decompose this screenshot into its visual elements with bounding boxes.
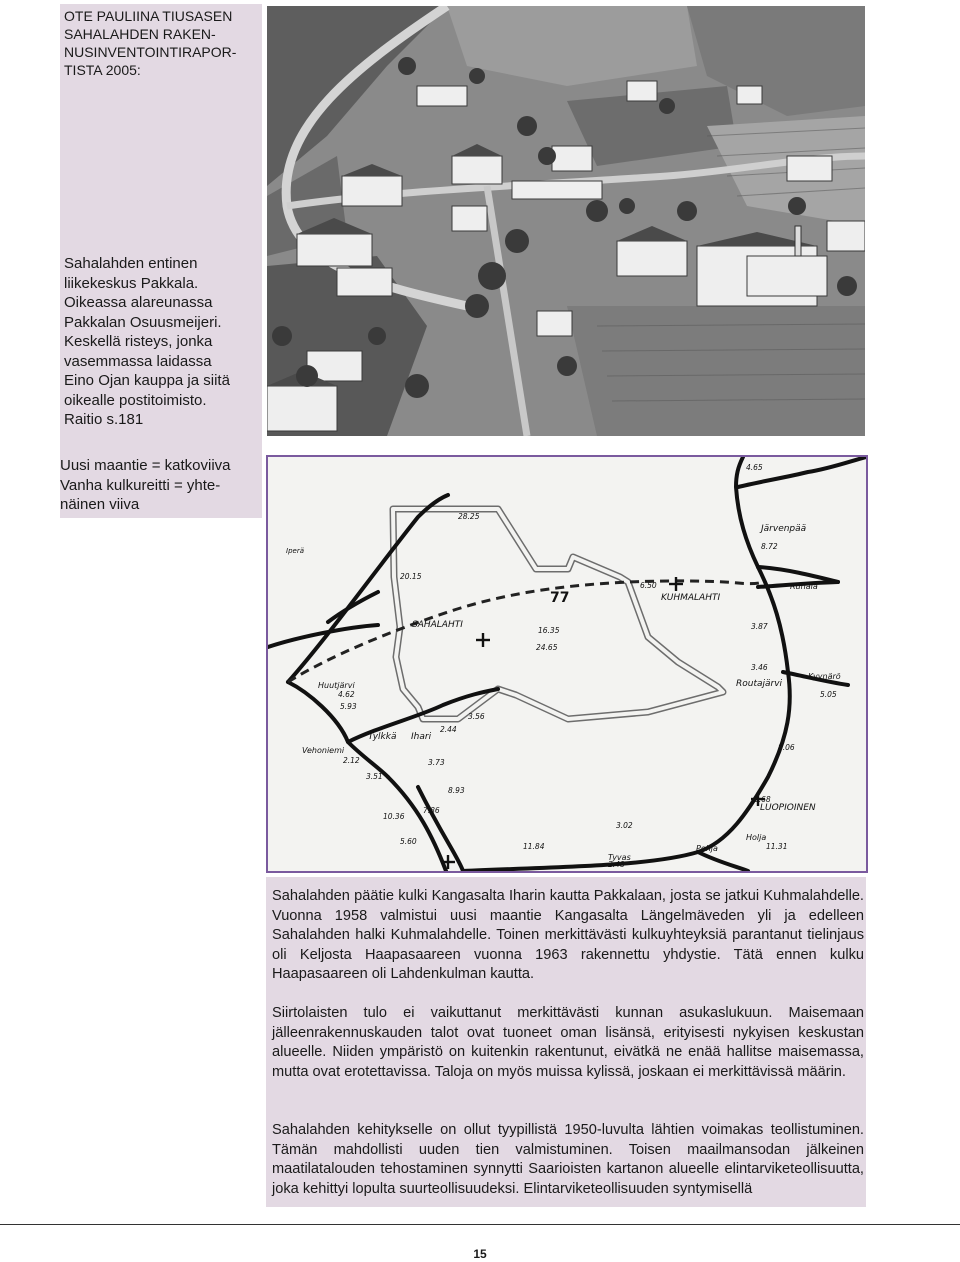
label-jarvenpaa: Järvenpää [761, 524, 807, 534]
road-map-drawing [268, 457, 866, 871]
distance-label: 3.73 [428, 758, 445, 767]
label-ihari: Ihari [411, 732, 432, 742]
paragraph-industry: Sahalahden kehitykselle on ollut tyypillistä 1950-luvulta lähtien voimakas teollistuminen. Tämän mahdollisti uuden tien valmistuminen. Toisen maailmansodan jälkeinen maatilatalouden tehostaminen synnytti Saarioisten kartanon alueelle elintarviketeollisuutta, joka kehittyi lopulta suurteollisuudeksi. Elintarviketeollisuuden syntymisellä [272, 1122, 864, 1197]
photo-caption: Sahalahden entinen liikekeskus Pakkala. Oikeassa alareunassa Pakkalan Osuusmeijeri. Keskellä risteys, jonka vasemmassa laidassa Eino Ojan kauppa ja siitä oikealle postitoimisto. Raitio s.181 [64, 255, 230, 428]
distance-label: 3.56 [468, 712, 485, 721]
label-huutjarvi: Huutjärvi [318, 681, 355, 690]
aerial-photo-drawing [267, 6, 865, 436]
footer-rule [0, 1224, 960, 1225]
label-pohja: Pohja [696, 844, 718, 853]
label-sahalahti: SAHALAHTI [412, 620, 463, 630]
aerial-photo [267, 6, 865, 436]
distance-label: 24.65 [536, 643, 558, 652]
label-tyvas: Tyvas [608, 853, 631, 862]
distance-label: 2.44 [440, 725, 457, 734]
distance-label: 4.65 [746, 463, 763, 472]
distance-label: 3.02 [616, 821, 633, 830]
distance-label: 3.51 [366, 772, 383, 781]
label-luopioinen: LUOPIOINEN [760, 803, 816, 813]
label-ipero: Iperä [286, 547, 304, 555]
distance-label: 3.46 [751, 663, 768, 672]
source-note: OTE PAULIINA TIUSASEN SAHALAHDEN RAKEN- NUSINVENTOINTIRAPOR- TISTA 2005: [64, 8, 237, 78]
label-helja: Holja [746, 833, 767, 842]
road-map [266, 455, 868, 873]
distance-label: 8.93 [448, 786, 465, 795]
distance-label: 6.50 [640, 581, 657, 590]
distance-label: 20.15 [400, 572, 422, 581]
distance-label: 5.93 [340, 702, 357, 711]
distance-label: 16.35 [538, 626, 560, 635]
paragraph-roads: Sahalahden päätie kulki Kangasalta Iharin kautta Pakkalaan, josta se jatkui Kuhmalahdelle. Vuonna 1958 valmistui uusi maantie Kangasalta Längelmäveden yli ja edelleen Sahalahden halki Kuhmalahdelle. Toinen merkittävästi kulkuyhteyksiä parantanut tielinjaus oli Keljosta Haapasaareen vuonna 1963 rakennettu yhdystie. Tätä ennen kulku Haapasaareen oli Lahdenkulman kautta. [272, 888, 864, 982]
distance-label: 2.12 [343, 756, 360, 765]
distance-label: 3.87 [751, 622, 768, 631]
label-routajarvi: Routajärvi [736, 679, 783, 689]
distance-label: 11.84 [523, 842, 545, 851]
label-kyynarola: Kyynärö [808, 672, 841, 681]
label-ruhala: Ruhala [790, 582, 818, 591]
paragraph-settlers: Siirtolaisten tulo ei vaikuttanut merkittävästi kunnan asukaslukuun. Maisemaan jälleenrakennuskauden talot ovat tuoneet oman lisänsä, erityisesti nykyisen keskustan alueelle. Niiden ympäristö on kuitenkin rakentunut, eivätkä ne enää hallitse maisemassa, mutta ovat erotettavissa. Taloja on myös muissa kylissä, joskaan ei merkittävissä määrin. [272, 1005, 864, 1080]
distance-label: 3.68 [754, 795, 771, 804]
distance-label: 11.31 [766, 842, 788, 851]
map-legend: Uusi maantie = katkoviiva Vanha kulkureitti = yhte- näinen viiva [60, 457, 231, 513]
distance-label: 5.60 [400, 837, 417, 846]
distance-label: 8.06 [778, 743, 795, 752]
distance-label: 7.86 [423, 806, 440, 815]
label-vehoniemi: Vehoniemi [302, 746, 345, 755]
label-kuhmalahti: KUHMALAHTI [661, 593, 721, 603]
distance-label: 10.36 [383, 812, 405, 821]
distance-label: 4.62 [338, 690, 355, 699]
distance-label: 28.25 [458, 512, 480, 521]
label-77: 77 [550, 590, 570, 606]
distance-label: 5.05 [820, 690, 837, 699]
page-number: 15 [473, 1247, 487, 1261]
distance-label: 2.48 [608, 860, 625, 869]
label-tylkka: Tylkkä [368, 732, 397, 742]
distance-label: 8.72 [761, 542, 778, 551]
